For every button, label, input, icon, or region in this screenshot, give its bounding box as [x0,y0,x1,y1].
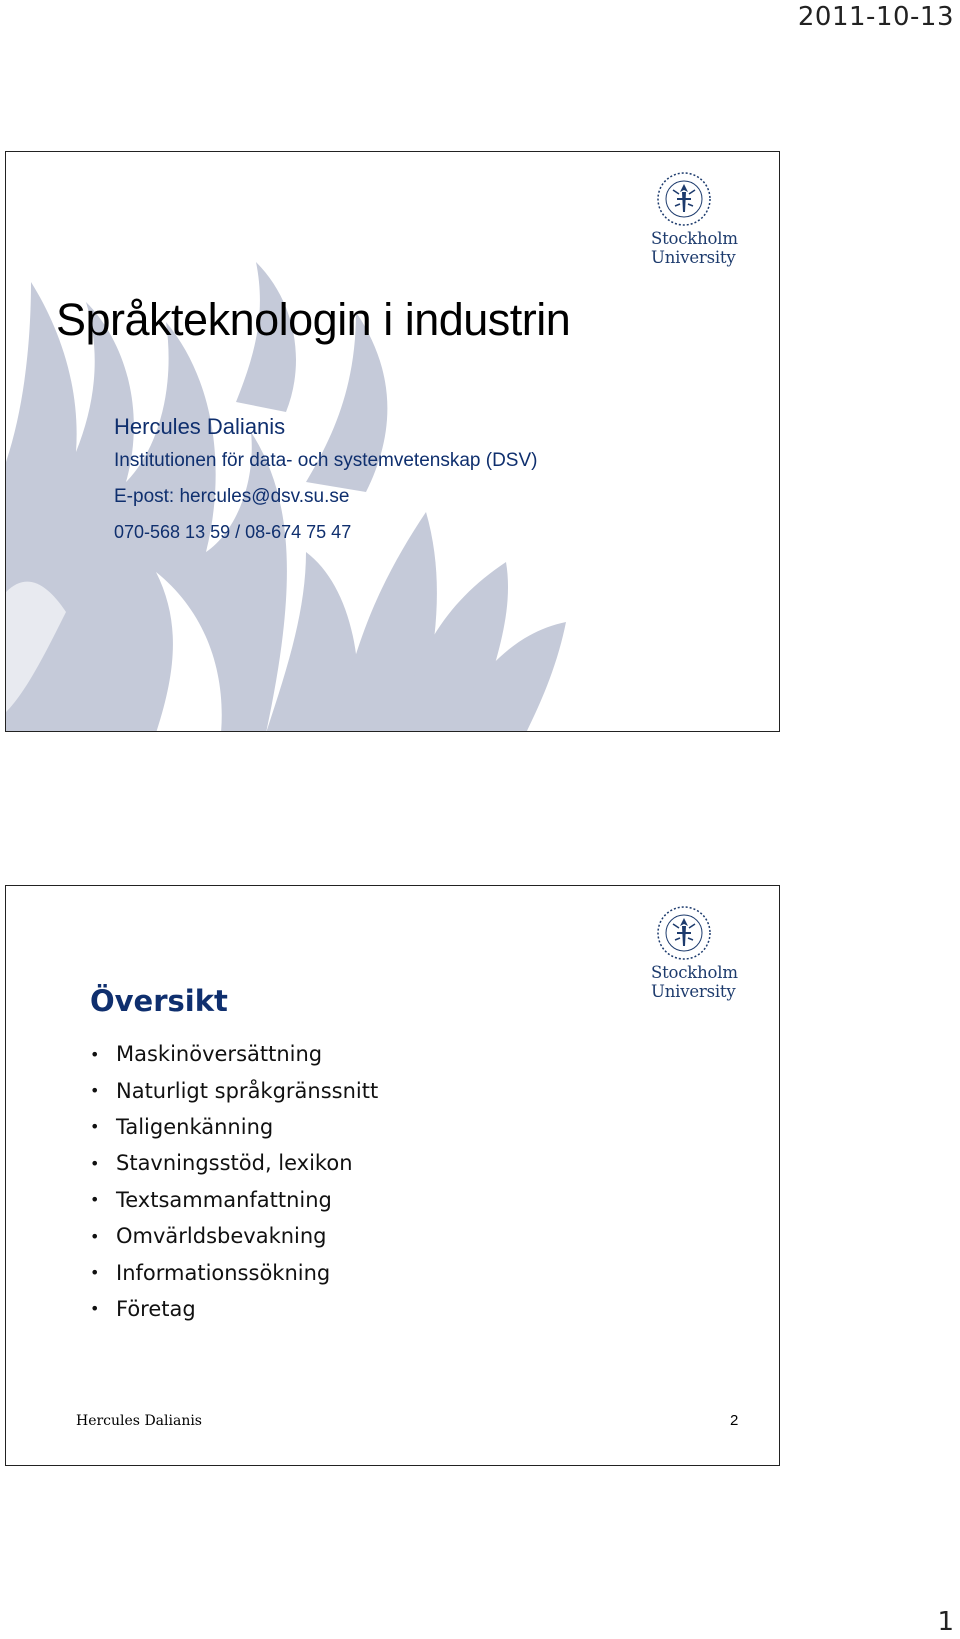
email: E-post: hercules@dsv.su.se [114,486,350,507]
university-seal-icon [655,170,713,228]
author-name: Hercules Dalianis [114,414,286,439]
bullet-icon: • [90,1263,100,1283]
stockholm-university-logo [651,904,751,1000]
page-date: 2011-10-13 [797,2,954,32]
list-item-text: Omvärldsbevakning [116,1224,327,1249]
list-item [90,1218,378,1254]
list-item [90,1254,378,1290]
overview-slide [5,885,780,1466]
list-item [90,1072,378,1108]
list-item-text: Företag [116,1296,196,1321]
overview-list [90,1036,378,1327]
list-item [90,1291,378,1327]
logo-line-1: Stockholm [651,963,738,982]
list-item-text: Taligenkänning [116,1114,274,1139]
list-item [90,1145,378,1181]
slide-footer-author: Hercules Dalianis [76,1413,202,1429]
logo-line-2: University [651,248,736,267]
list-item [90,1036,378,1072]
bullet-icon: • [90,1226,100,1246]
phone: 070-568 13 59 / 08-674 75 47 [114,522,352,542]
list-item-text: Naturligt språkgränssnitt [116,1078,379,1103]
institution: Institutionen för data- och systemvetenskap (DSV) [114,450,538,471]
slide2-title: Översikt [90,984,228,1018]
list-item [90,1182,378,1218]
stockholm-university-logo [651,170,751,266]
list-item [90,1109,378,1145]
bullet-icon: • [90,1081,100,1101]
university-seal-icon [655,904,713,962]
bullet-icon: • [90,1117,100,1137]
bullet-icon: • [90,1190,100,1210]
page-number: 1 [937,1607,954,1637]
slide1-title: Språkteknologin i industrin [56,294,571,345]
slide-number: 2 [730,1412,739,1429]
list-item-text: Stavningsstöd, lexikon [116,1151,353,1176]
bullet-icon: • [90,1299,100,1319]
list-item-text: Maskinöversättning [116,1042,323,1067]
list-item-text: Informationssökning [116,1260,331,1285]
bullet-icon: • [90,1153,100,1173]
bullet-icon: • [90,1044,100,1064]
list-item-text: Textsammanfattning [116,1187,332,1212]
logo-line-2: University [651,982,736,1001]
title-slide [5,151,780,732]
logo-line-1: Stockholm [651,229,738,248]
